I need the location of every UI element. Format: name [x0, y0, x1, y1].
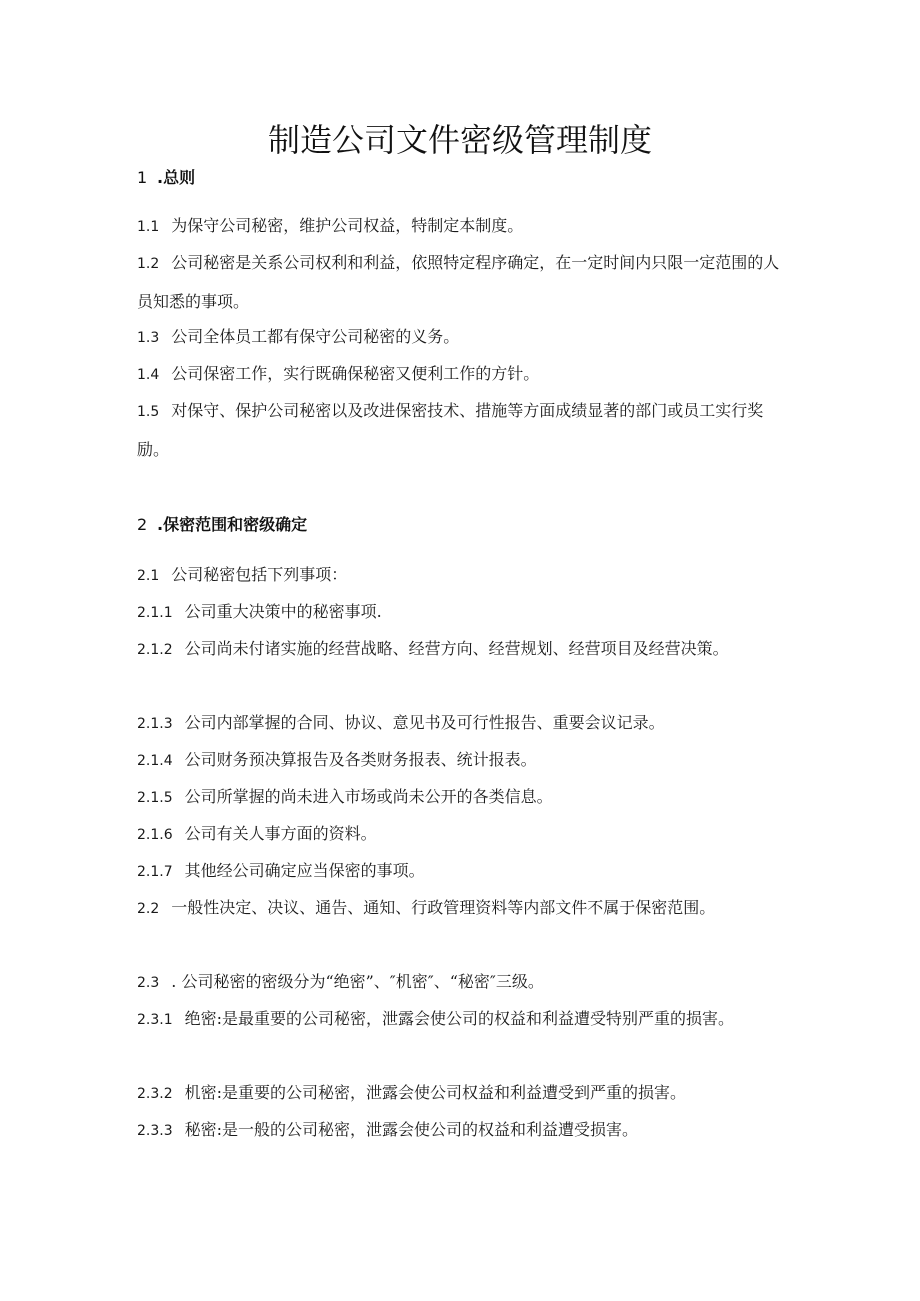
paragraph-2-1-7	[137, 852, 787, 891]
section-heading-1	[137, 165, 195, 188]
clause-number: 1.3	[137, 330, 160, 346]
clause-number: 2.1.4	[137, 753, 173, 769]
paragraph-2-1-6	[137, 815, 787, 854]
clause-text: 公司有关人事方面的资料。	[184, 824, 377, 843]
paragraph-2-1	[137, 556, 787, 595]
clause-text: 对保守、保护公司秘密以及改进保密技术、措施等方面成绩显著的部门或员工实行奖励。	[137, 401, 764, 459]
paragraph-1-2	[137, 244, 787, 320]
clause-text: 秘密:是一般的公司秘密，泄露会使公司的权益和利益遭受损害。	[184, 1120, 639, 1139]
clause-text: 公司财务预决算报告及各类财务报表、统计报表。	[184, 750, 537, 769]
section-heading-2	[137, 512, 307, 535]
clause-number: 2.3.2	[137, 1086, 173, 1102]
clause-text: 为保守公司秘密，维护公司权益，特制定本制度。	[171, 216, 524, 235]
clause-text: 公司所掌握的尚未进入市场或尚未公开的各类信息。	[184, 787, 553, 806]
clause-number: 2.1.5	[137, 790, 173, 806]
clause-text: 公司尚未付诸实施的经营战略、经营方向、经营规划、经营项目及经营决策。	[184, 639, 729, 658]
clause-text: 机密:是重要的公司秘密，泄露会使公司权益和利益遭受到严重的损害。	[184, 1083, 687, 1102]
paragraph-1-5	[137, 392, 787, 468]
section-title: .总则	[157, 168, 196, 187]
paragraph-2-3-2	[137, 1074, 787, 1113]
clause-number: 2.1.2	[137, 642, 173, 658]
paragraph-1-1	[137, 207, 787, 246]
clause-number: 2.2	[137, 901, 160, 917]
document-title: 制造公司文件密级管理制度	[267, 121, 652, 159]
paragraph-2-3-1	[137, 1000, 787, 1039]
paragraph-2-1-4	[137, 741, 787, 780]
paragraph-1-4	[137, 355, 787, 394]
clause-number: 1.4	[137, 367, 160, 383]
section-title: .保密范围和密级确定	[157, 515, 308, 534]
clause-text: 公司秘密包括下列事项：	[171, 565, 348, 584]
clause-number: 1.5	[137, 404, 160, 420]
clause-text: 公司内部掌握的合同、协议、意见书及可行性报告、重要会议记录。	[184, 713, 665, 732]
paragraph-2-2	[137, 889, 787, 928]
clause-number: 2.3.1	[137, 1012, 173, 1028]
clause-text: 公司重大决策中的秘密事项.	[184, 602, 382, 621]
clause-number: 1.2	[137, 256, 160, 272]
clause-number: 2.1.6	[137, 827, 173, 843]
clause-number: 2.3	[137, 975, 160, 991]
clause-number: 2.1.3	[137, 716, 173, 732]
clause-text: 公司秘密是关系公司权利和利益，依照特定程序确定，在一定时间内只限一定范围的人员知悉的事项。	[137, 253, 780, 311]
clause-number: 2.1.1	[137, 605, 173, 621]
paragraph-2-1-5	[137, 778, 787, 817]
clause-number: 2.1	[137, 568, 160, 584]
section-number: 1	[137, 168, 148, 187]
section-number: 2	[137, 515, 148, 534]
paragraph-2-3-3	[137, 1111, 787, 1150]
paragraph-2-1-2	[137, 630, 787, 669]
clause-number: 1.1	[137, 219, 160, 235]
clause-number: 2.3.3	[137, 1123, 173, 1139]
clause-number: 2.1.7	[137, 864, 173, 880]
clause-text: 公司全体员工都有保守公司秘密的义务。	[171, 327, 460, 346]
clause-text: . 公司秘密的密级分为“绝密”、″机密″、“秘密″三级。	[171, 972, 544, 991]
clause-text: 一般性决定、决议、通告、通知、行政管理资料等内部文件不属于保密范围。	[171, 898, 716, 917]
paragraph-2-3	[137, 963, 787, 1002]
paragraph-2-1-3	[137, 704, 787, 743]
clause-text: 其他经公司确定应当保密的事项。	[184, 861, 425, 880]
clause-text: 公司保密工作，实行既确保秘密又便利工作的方针。	[171, 364, 540, 383]
paragraph-2-1-1	[137, 593, 787, 632]
paragraph-1-3	[137, 318, 787, 357]
clause-text: 绝密:是最重要的公司秘密，泄露会使公司的权益和利益遭受特别严重的损害。	[184, 1009, 735, 1028]
